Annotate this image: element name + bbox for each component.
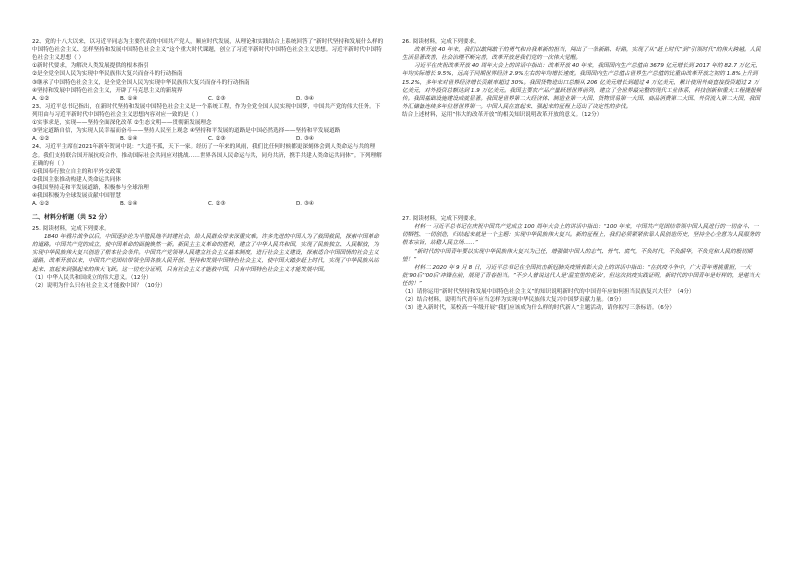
section-2-heading: 二、材料分析题（共 52 分） [32,214,111,222]
q24-option-b: B. ①④ [120,201,138,208]
q22-item-4: ④坚持和发展中国特色社会主义，开辟了马克思主义的新境界 [32,87,183,94]
q26-material-1: 改革开放 40 年来，我们以敢闯敢干的勇气和自我革新的担当，闯出了一条新路、好路，实现了从“赶上时代”到“引领时代”的伟大跨越。人民生活显著改善，社会治理不断完善，改革开放是我们党的一次伟大觉醒。 [402,47,761,62]
q23-option-a: A. ①② [32,136,50,143]
right-column [402,38,762,312]
q27-material-1b: “新时代的中国青年要以实现中华民族伟大复兴为己任，增强做中国人的志气、骨气、底气，不负时代，不负韶华，不负党和人民的殷切期望！” [402,248,753,263]
q26-material-2: 习近平在庆祝改革开放 40 周年大会上的讲话中指出：改革开放 40 年来，我国国内生产总值由 3679 亿元增长到 2017 年的 82.7 万亿元，年均实际增长 9.5%，远高于同期世界经济 2.9%左右的年均增长速度。我国国内生产总值占世界生产总值的比重由改革开放之初的 1.8%上升到 15.2%，多年来对世界经济增长贡献率超过 30%。我国货物进出口总额从 206 亿美元增长到超过 4 万亿美元，累计使用外商直接投资超过 2 万亿美元，对外投资总额达到 1.9 万亿美元。我国主要农产品产量跃居世界前列，建立了全世界最完整的现代工业体系，科技创新和重大工程捷报频传。我国基础设施建设成就显著。我国是世界第二大经济体、制造业第一大国、货物贸易第一大国、商品消费第二大国、外资流入第二大国，我国外汇储备连续多年位居世界第一。中国人民在富起来、强起来的征程上迈出了决定性的步伐。 [402,63,762,110]
q24-option-a: A. ①② [32,201,50,208]
q27-head: 27. 阅读材料，完成下列要求。 [402,216,480,223]
q23-item-1: ①实事求是，实现——坚持全面深化改革 ②生态文明——贯彻新发展理念 [32,120,212,127]
q27-material-2: 材料二 2020 年 9 月 8 日，习近平总书记在全国抗击新冠肺炎疫情表彰大会上的讲话中指出：“在抗疫斗争中，广大青年勇挑重担，一大批‘90后’‘00后’冲锋在前，展现了青春担当。”不少人曾说这代人是‘温室里的花朵’，但这次抗疫实践证明，新时代的中国青年是好样的，是堪当大任的！” [402,264,760,287]
q24-item-1: ①我国奉行独立自主的和平外交政策 [32,168,121,175]
q22-option-b: B. ①④ [120,95,138,102]
q24-stem: 24、习近平主席在2021年新年贺词中说：“大道不孤，天下一家。经历了一年来的风雨，我们比任何时候都更深刻体会到人类命运与共的理念。我们支持联合国开展抗疫合作，推动国际社会共同应对挑战……世界各国人民命运与共，同舟共济，携手共建人类命运共同体”。下列理解正确的有（ ） [32,144,382,167]
q24-option-d: D. ③④ [296,201,314,208]
q27-ask-1: （1）请你运用“新时代坚持和发展中国特色社会主义”的知识说明新时代的中国青年应如何担当民族复兴大任？（4分） [402,289,695,296]
q24-item-4: ④我国积极为全球发展贡献中国智慧 [32,193,121,200]
q26-head: 26. 阅读材料，完成下列要求。 [402,39,480,45]
q27-ask-3: （3）进入新时代，某校高一年级开展“我们应该成为什么样的时代新人”主题活动，请你拟写三条标语。（6分） [402,305,676,312]
q23-option-d: D. ③④ [296,136,314,143]
q22-option-c: C. ②③ [208,95,226,102]
q22-stem: 22、党的十八大以来，以习近平同志为主要代表的中国共产党人，顺应时代发展，从理论和实践结合上系统回答了“新时代坚持和发展什么样的中国特色社会主义、怎样坚持和发展中国特色社会主义”这个重大时代课题，创立了习近平新时代中国特色社会主义思想。习近平新时代中国特色社会主义思想（ ） [32,39,384,62]
q23-option-c: C. ②③ [208,136,226,143]
q25-head: 25. 阅读材料，完成下列要求。 [32,225,110,232]
q25-material: 1840 年鸦片战争以后，中国逐步沦为半殖民地半封建社会，给人民群众带来深重灾难。许多先进的中国人为了救国救民，探索中国革命的道路。中国共产党的成立，使中国革命的面貌焕然一新。新民主主义革命的胜利，建立了中华人民共和国，实现了民族独立、人民解放，为实现中华民族伟大复兴创造了根本社会条件。中国共产党领导人民建立社会主义基本制度，进行社会主义建设，探索适合中国国情的社会主义道路，改革开放以来，中国共产党团结带领全国各族人民开创、坚持和发展中国特色社会主义，使中国大踏步赶上时代，实现了中华民族从站起来、富起来到强起来的伟大飞跃。这一切充分证明，只有社会主义才能救中国，只有中国特色社会主义才能发展中国。 [32,234,379,273]
q25-ask-2: （2）说明为什么只有社会主义才能救中国？（10分） [32,282,166,289]
left-column [32,38,384,290]
q23-options [32,135,384,143]
q22-item-1: ①新时代要求，为解决人类发展提供的根本指引 [32,63,149,70]
q24-item-2: ②我国主张推动构建人类命运共同体 [32,176,121,183]
q23-stem: 23、习近平总书记指出，在新时代坚持和发展中国特色社会主义是一个系统工程，作为全党全国人民实现中国梦，中国共产党的伟大任务。下列用由与习近平新时代中国特色社会主义思想内容对应一致的是（ ） [32,103,381,118]
q27-material-1: 材料一 习近平总书记在庆祝中国共产党成立 100 周年大会上的讲话中指出：“100 年来，中国共产党团结带领中国人民进行的一切奋斗、一切牺牲、一切创造，归结起来就是一个主题：实现中华民族伟大复兴。新的征程上，我们必须紧紧依靠人民创造历史，坚持全心全意为人民服务的根本宗旨，站稳人民立场……” [402,224,761,247]
q27-ask-2: （2）结合材料，说明当代青年应当怎样为实现中华民族伟大复兴中国梦贡献力量。（8分） [402,297,625,304]
q24-item-3: ③我国坚持走和平发展道路，积极参与全球治理 [32,184,149,191]
q25-ask-1: （1）中华人民共和国成立的伟大意义。（12分） [32,274,152,281]
q26-ask: 结合上述材料，运用“伟大的改革开放”的相关知识说明改革开放的意义。（12分） [402,111,603,118]
q22-item-3: ③继承了中国特色社会主义，是全党全国人民为实现中华民族伟大复兴而奋斗的行动指南 [32,79,250,86]
q23-option-b: B. ①④ [120,136,138,143]
q22-option-a: A. ①② [32,95,50,102]
q24-option-c: C. ②③ [208,201,226,208]
q24-options [32,200,384,208]
q22-options [32,95,384,103]
q22-option-d: D. ③④ [296,95,314,102]
q23-item-2: ③坚定道路自信，为实现人民幸福而奋斗——坚持人民至上观念 ④坚持和平发展的道路是中国必然选择——坚持和平发展道路 [32,128,341,135]
q22-item-2: ②是全党全国人民为实现中华民族伟大复兴而奋斗的行动指南 [32,71,183,78]
